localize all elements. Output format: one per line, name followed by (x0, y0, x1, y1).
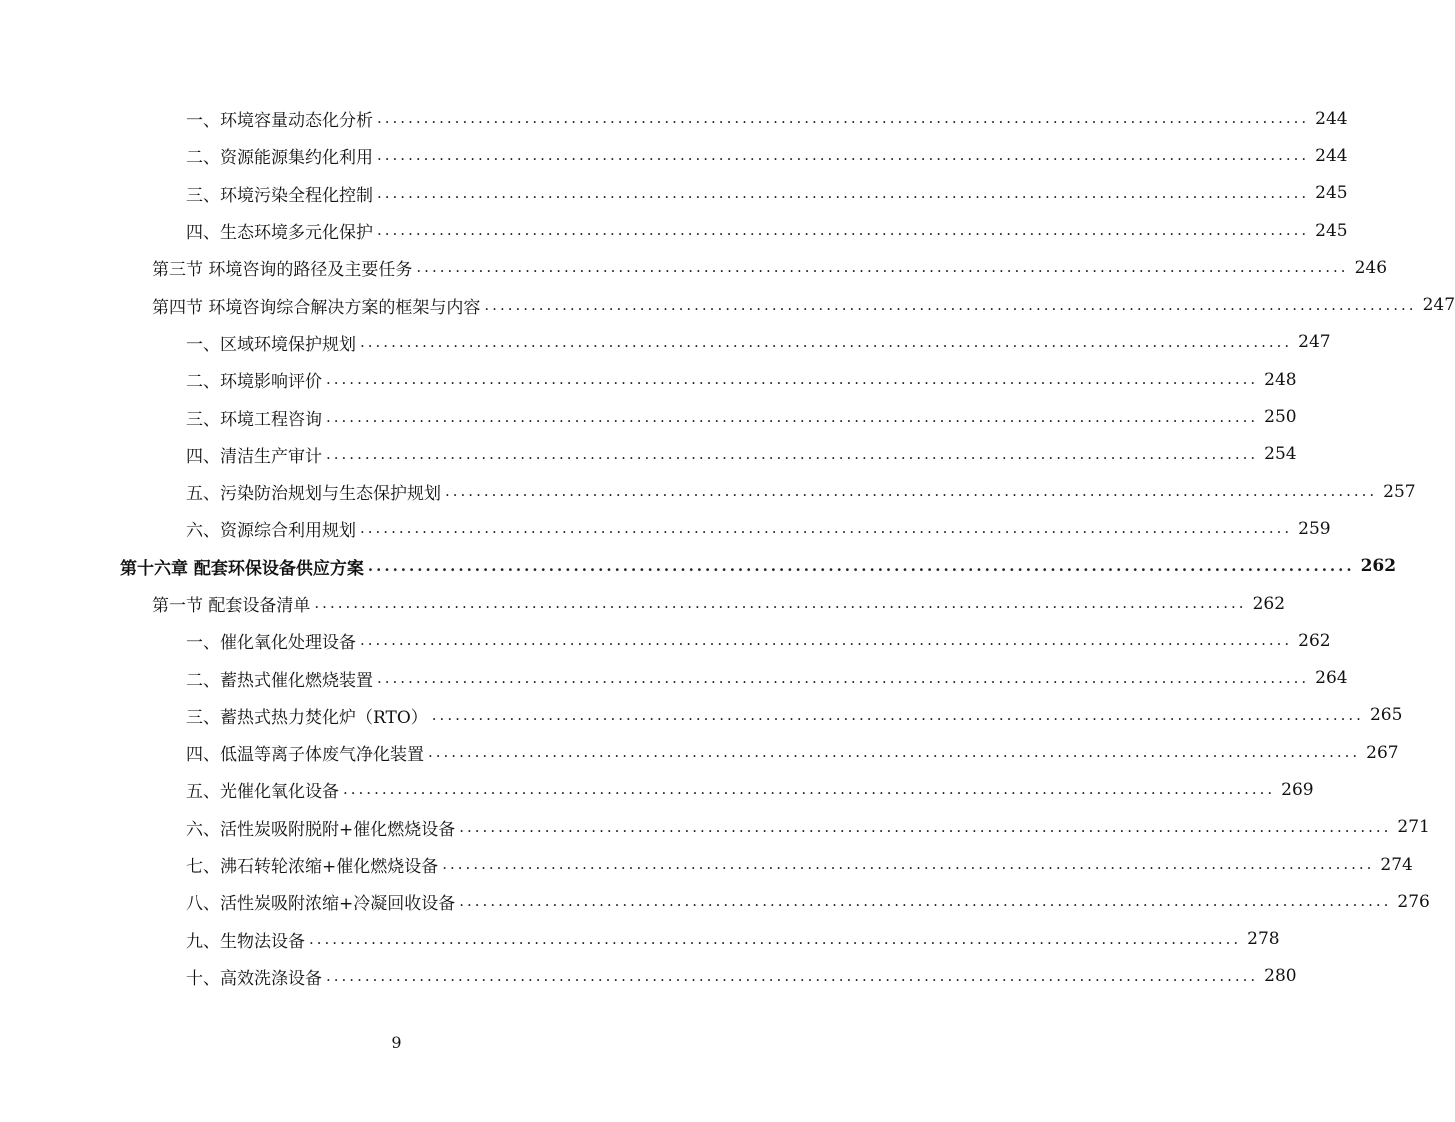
dot-leader: ........................................................................................................................ (360, 631, 1293, 650)
dot-leader: ........................................................................................................................ (326, 444, 1259, 463)
toc-entry-title: 六、活性炭吸附脱附+催化燃烧设备 (186, 815, 459, 840)
toc-entry-title: 六、资源综合利用规划 (186, 516, 360, 541)
dot-leader: ........................................................................................................................ (428, 743, 1361, 762)
toc-entry-title: 八、活性炭吸附浓缩+冷凝回收设备 (186, 889, 459, 914)
toc-entry-title: 一、环境容量动态化分析 (186, 106, 377, 131)
toc-entry-page: 265 (1364, 705, 1402, 725)
toc-entry-title: 二、蓄热式催化燃烧装置 (186, 666, 377, 691)
toc-entry-title: 二、环境影响评价 (186, 367, 326, 392)
toc-entry[interactable] (0, 771, 1314, 808)
toc-entry-page: 257 (1377, 482, 1415, 502)
toc-entry-page: 244 (1309, 146, 1347, 166)
toc-entry[interactable] (0, 212, 1348, 249)
toc-entry-title: 五、污染防治规划与生态保护规划 (186, 479, 445, 504)
toc-entry[interactable] (0, 734, 1399, 771)
toc-entry[interactable] (0, 473, 1416, 510)
toc-entry-page: 278 (1241, 929, 1279, 949)
page-number: 9 (391, 1033, 402, 1052)
toc-entry-page: 245 (1309, 183, 1347, 203)
dot-leader: ........................................................................................................................ (314, 594, 1247, 612)
toc-entry-page: 276 (1391, 892, 1429, 912)
dot-leader: ........................................................................................................................ (445, 482, 1378, 501)
table-of-contents (0, 100, 1455, 995)
toc-entry[interactable] (0, 436, 1297, 473)
toc-entry[interactable] (0, 659, 1348, 696)
dot-leader: ........................................................................................................................ (459, 817, 1392, 836)
dot-leader: ........................................................................................................................ (459, 892, 1392, 911)
dot-leader: ........................................................................................................................ (309, 929, 1242, 948)
toc-entry-page: 262 (1247, 594, 1285, 614)
toc-entry[interactable] (0, 883, 1430, 920)
toc-entry[interactable] (0, 921, 1280, 958)
toc-entry-page: 262 (1355, 556, 1397, 576)
dot-leader: ........................................................................................................................ (377, 668, 1310, 687)
toc-entry-page: 274 (1374, 855, 1412, 875)
toc-entry-page: 269 (1275, 780, 1313, 800)
dot-leader: ........................................................................................................................ (442, 855, 1375, 874)
toc-entry[interactable] (0, 846, 1413, 883)
dot-leader: ........................................................................................................................ (367, 556, 1355, 575)
dot-leader: ........................................................................................................................ (377, 109, 1310, 128)
toc-entry[interactable] (0, 510, 1331, 547)
toc-entry-page: 271 (1391, 817, 1429, 837)
dot-leader: ........................................................................................................................ (431, 705, 1364, 724)
toc-entry-title: 一、区域环境保护规划 (186, 330, 360, 355)
toc-entry-title: 一、催化氧化处理设备 (186, 628, 360, 653)
toc-entry[interactable] (0, 585, 1286, 622)
dot-leader: ........................................................................................................................ (360, 519, 1293, 538)
dot-leader: ........................................................................................................................ (326, 966, 1259, 985)
toc-entry[interactable] (0, 361, 1297, 398)
dot-leader: ........................................................................................................................ (343, 780, 1276, 799)
dot-leader: ........................................................................................................................ (326, 407, 1259, 426)
toc-entry-page: 247 (1292, 332, 1330, 352)
toc-entry-title: 三、环境污染全程化控制 (186, 181, 377, 206)
toc-entry-title: 第四节 环境咨询综合解决方案的框架与内容 (152, 293, 484, 318)
toc-entry-title: 四、生态环境多元化保护 (186, 218, 377, 243)
toc-entry[interactable] (0, 398, 1297, 435)
toc-entry-page: 250 (1258, 407, 1296, 427)
dot-leader: ........................................................................................................................ (377, 221, 1310, 240)
toc-entry-title: 三、环境工程咨询 (186, 405, 326, 430)
dot-leader: ........................................................................................................................ (484, 295, 1417, 314)
toc-entry-title: 四、低温等离子体废气净化装置 (186, 740, 428, 765)
toc-entry[interactable] (0, 548, 1397, 585)
toc-entry-page: 264 (1309, 668, 1347, 688)
toc-entry-title: 十、高效洗涤设备 (186, 964, 326, 989)
toc-entry-title: 四、清洁生产审计 (186, 442, 326, 467)
toc-entry[interactable] (0, 622, 1331, 659)
toc-entry-title: 三、蓄热式热力焚化炉（RTO） (186, 703, 432, 728)
toc-entry-page: 254 (1258, 444, 1296, 464)
toc-entry-title: 九、生物法设备 (186, 927, 309, 952)
toc-entry-page: 246 (1349, 258, 1387, 278)
toc-entry[interactable] (0, 249, 1388, 286)
toc-entry[interactable] (0, 809, 1430, 846)
toc-entry-page: 247 (1417, 295, 1455, 315)
toc-entry[interactable] (0, 286, 1455, 323)
toc-entry-title: 七、沸石转轮浓缩+催化燃烧设备 (186, 852, 442, 877)
toc-entry[interactable] (0, 100, 1348, 137)
dot-leader: ........................................................................................................................ (416, 258, 1349, 277)
toc-entry-title: 五、光催化氧化设备 (186, 777, 343, 802)
toc-entry-title: 第三节 环境咨询的路径及主要任务 (152, 255, 416, 280)
dot-leader: ........................................................................................................................ (360, 332, 1293, 351)
dot-leader: ........................................................................................................................ (377, 146, 1310, 165)
toc-entry-page: 267 (1360, 743, 1398, 763)
toc-entry-title: 第一节 配套设备清单 (152, 591, 314, 616)
toc-entry-page: 280 (1258, 966, 1296, 986)
toc-entry-page: 244 (1309, 109, 1347, 129)
toc-entry[interactable] (0, 324, 1331, 361)
toc-entry-page: 262 (1292, 631, 1330, 651)
toc-entry-page: 259 (1292, 519, 1330, 539)
toc-entry[interactable] (0, 958, 1297, 995)
toc-entry-title: 第十六章 配套环保设备供应方案 (120, 554, 368, 579)
toc-entry-page: 245 (1309, 221, 1347, 241)
toc-entry[interactable] (0, 697, 1403, 734)
dot-leader: ........................................................................................................................ (326, 370, 1259, 389)
dot-leader: ........................................................................................................................ (377, 183, 1310, 202)
toc-entry[interactable] (0, 175, 1348, 212)
toc-entry[interactable] (0, 137, 1348, 174)
toc-entry-title: 二、资源能源集约化利用 (186, 143, 377, 168)
toc-entry-page: 248 (1258, 370, 1296, 390)
